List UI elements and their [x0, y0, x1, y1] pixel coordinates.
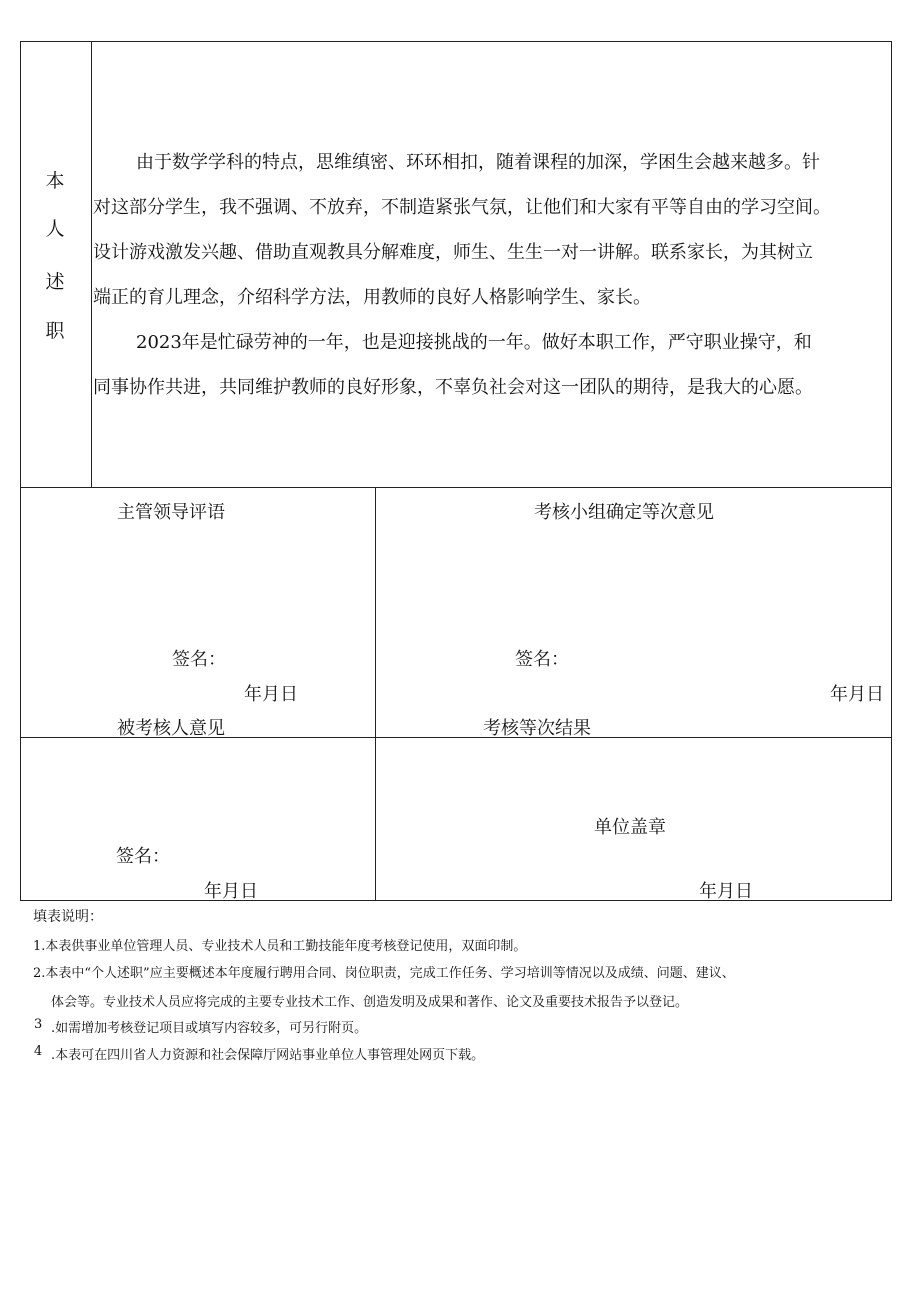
leader-signature-label: 签名： — [172, 649, 226, 670]
paragraph-line: 2023年是忙碌劳神的一年，也是迎接挑战的一年。做好本职工作，严守职业操守，和 — [136, 332, 812, 353]
leader-comment-title: 主管领导评语 — [117, 502, 225, 523]
result-title: 考核等次结果 — [483, 718, 591, 739]
label-char: 本 — [45, 170, 65, 192]
paragraph-line: 由于数学学科的特点，思维缜密、环环相扣，随着课程的加深，学困生会越来越多。针 — [136, 152, 820, 173]
note-item-1: 1.本表供事业单位管理人员、专业技术人员和工勤技能年度考核登记使用，双面印制。 — [33, 939, 527, 954]
self-report-paragraph-1 — [93, 140, 888, 320]
paragraph-line: 同事协作共进，共同维护教师的良好形象，不辜负社会对这一团队的期待，是我大的心愿。 — [93, 377, 813, 398]
note-item-2-continued: 体会等。专业技术人员应将完成的主要专业技术工作、创造发明及成果和著作、论文及重要技术报告予以登记。 — [51, 995, 689, 1010]
paragraph-line: 设计游戏激发兴趣、借助直观教具分解难度，师生、生生一对一讲解。联系家长，为其树立 — [93, 242, 813, 263]
notes-title: 填表说明： — [33, 909, 103, 925]
note-item-4: .本表可在四川省人力资源和社会保障厅网站事业单位人事管理处网页下载。 — [51, 1048, 485, 1063]
table-left-border — [20, 41, 21, 901]
paragraph-line: 端正的育儿理念，介绍科学方法，用教师的良好人格影响学生、家长。 — [93, 287, 651, 308]
unit-seal-label: 单位盖章 — [594, 817, 666, 838]
label-char: 人 — [45, 218, 65, 240]
paragraph-line: 对这部分学生，我不强调、不放弃，不制造紧张气氛，让他们和大家有平等自由的学习空间。 — [93, 197, 831, 218]
section-divider-1 — [20, 487, 892, 488]
group-signature-label: 签名： — [515, 649, 569, 670]
examinee-opinion-title: 被考核人意见 — [117, 718, 225, 739]
table-right-border — [891, 41, 892, 901]
note-item-4-number: 4 — [34, 1044, 43, 1059]
self-report-paragraph-2 — [93, 320, 888, 410]
group-opinion-title: 考核小组确定等次意见 — [534, 502, 714, 523]
note-item-2: 2.本表中“个人述职”应主要概述本年度履行聘用合同、岗位职责，完成工作任务、学习培训等情况以及成绩、问题、建议、 — [33, 966, 735, 981]
leader-date-label: 年月日 — [244, 684, 298, 705]
note-item-3-number: 3 — [34, 1017, 43, 1032]
table-bottom-border — [20, 900, 892, 901]
note-item-3: .如需增加考核登记项目或填写内容较多，可另行附页。 — [51, 1021, 368, 1036]
examinee-signature-label: 签名： — [116, 846, 170, 867]
label-char: 职 — [45, 320, 65, 342]
label-char: 述 — [45, 271, 65, 293]
result-date-label: 年月日 — [699, 881, 753, 902]
center-column-divider — [375, 487, 376, 901]
label-column-divider — [91, 41, 92, 488]
table-top-border — [20, 41, 892, 42]
examinee-date-label: 年月日 — [204, 881, 258, 902]
group-date-label: 年月日 — [830, 684, 884, 705]
